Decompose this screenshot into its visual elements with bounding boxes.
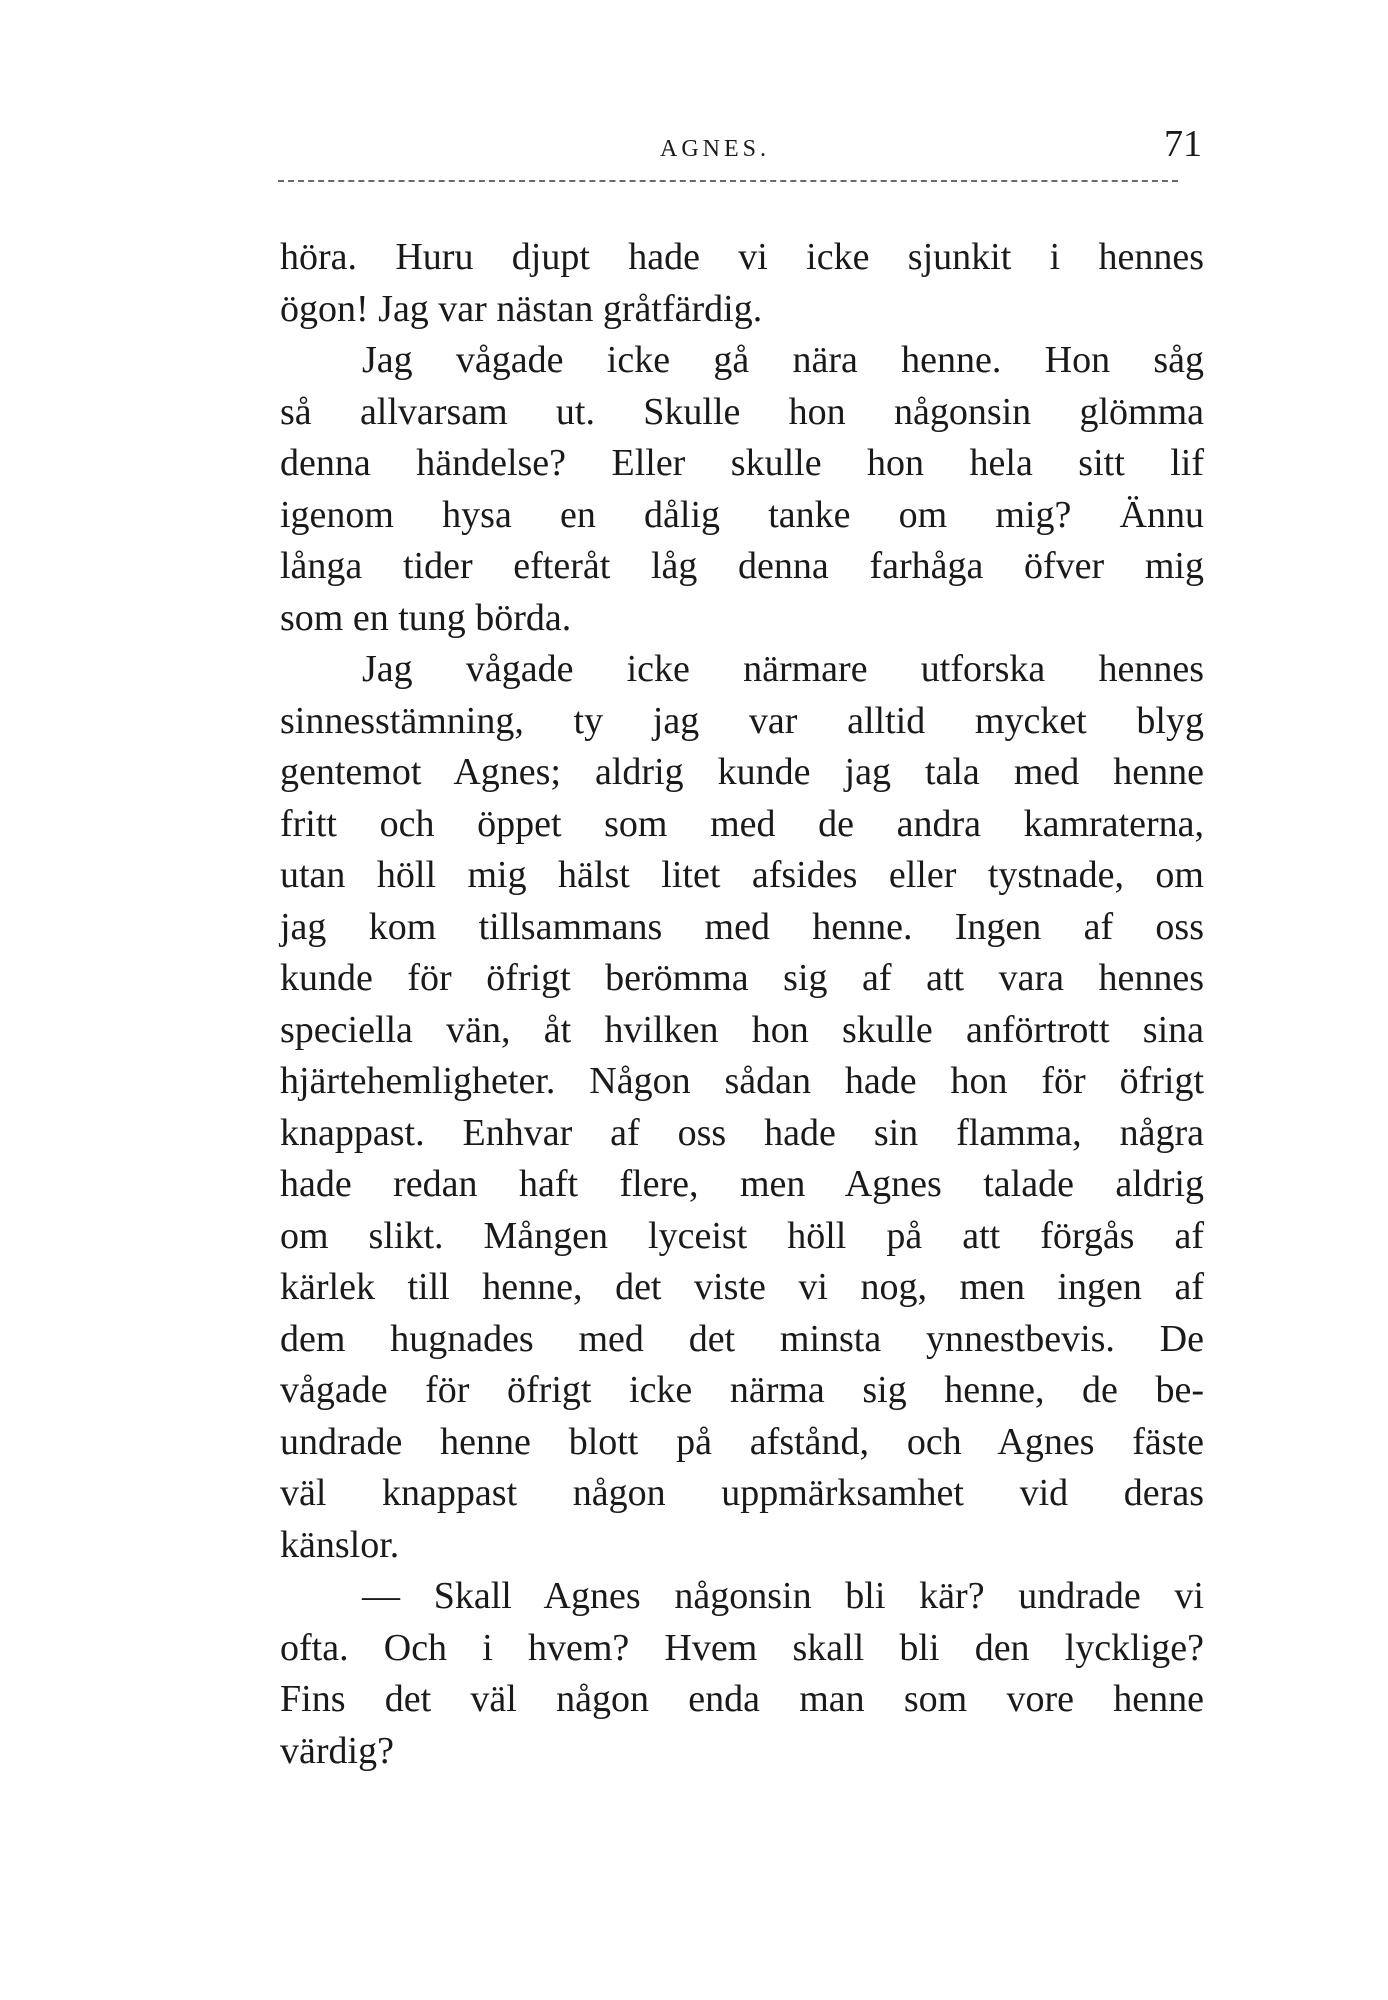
running-title: AGNES. xyxy=(660,136,771,162)
text-line: fritt och öppet som med de andra kamraterna, xyxy=(280,802,1204,845)
text-line: ögon! Jag var nästan gråtfärdig. xyxy=(280,287,763,330)
text-line: igenom hysa en dålig tanke om mig? Ännu xyxy=(280,493,1204,536)
text-line: hjärtehemligheter. Någon sådan hade hon för öfrigt xyxy=(280,1060,1204,1102)
text-line: värdig? xyxy=(280,1729,394,1772)
header-rule xyxy=(278,180,1178,182)
text-line: vågade för öfrigt icke närma sig henne, de be- xyxy=(280,1369,1204,1411)
text-line: kunde för öfrigt berömma sig af att vara hennes xyxy=(280,957,1204,999)
text-line: höra. Huru djupt hade vi icke sjunkit i hennes xyxy=(280,236,1204,278)
text-line: Fins det väl någon enda man som vore henne xyxy=(280,1678,1204,1720)
text-line: så allvarsam ut. Skulle hon någonsin glömma xyxy=(280,390,1204,433)
text-line: känslor. xyxy=(280,1523,400,1566)
text-line: hade redan haft flere, men Agnes talade aldrig xyxy=(280,1163,1204,1205)
body-text xyxy=(280,232,1204,1777)
text-line: dem hugnades med det minsta ynnestbevis. De xyxy=(280,1317,1204,1360)
text-line: sinnesstämning, ty jag var alltid mycket blyg xyxy=(280,699,1204,742)
text-line: som en tung börda. xyxy=(280,596,572,639)
text-line: gentemot Agnes; aldrig kunde jag tala med henne xyxy=(280,751,1204,793)
text-line: undrade henne blott på afstånd, och Agnes fäste xyxy=(280,1420,1204,1463)
text-line: knappast. Enhvar af oss hade sin flamma, några xyxy=(280,1111,1204,1154)
text-line: ofta. Och i hvem? Hvem skall bli den lycklige? xyxy=(280,1626,1204,1669)
text-line: jag kom tillsammans med henne. Ingen af oss xyxy=(280,905,1204,948)
text-line: speciella vän, åt hvilken hon skulle anförtrott sina xyxy=(280,1008,1204,1051)
text-line: om slikt. Mången lyceist höll på att förgås af xyxy=(280,1214,1204,1257)
page-number: 71 xyxy=(1164,123,1202,165)
text-line: kärlek till henne, det viste vi nog, men ingen af xyxy=(280,1266,1204,1308)
text-line: Jag vågade icke gå nära henne. Hon såg xyxy=(362,339,1204,381)
text-line: denna händelse? Eller skulle hon hela sitt lif xyxy=(280,442,1204,484)
text-line: Jag vågade icke närmare utforska hennes xyxy=(362,648,1204,690)
text-line: långa tider efteråt låg denna farhåga öfver mig xyxy=(280,545,1204,587)
text-line: väl knappast någon uppmärksamhet vid deras xyxy=(280,1472,1204,1514)
text-line: — Skall Agnes någonsin bli kär? undrade vi xyxy=(362,1575,1204,1617)
page-header xyxy=(280,123,1210,168)
text-line: utan höll mig hälst litet afsides eller tystnade, om xyxy=(280,854,1204,896)
